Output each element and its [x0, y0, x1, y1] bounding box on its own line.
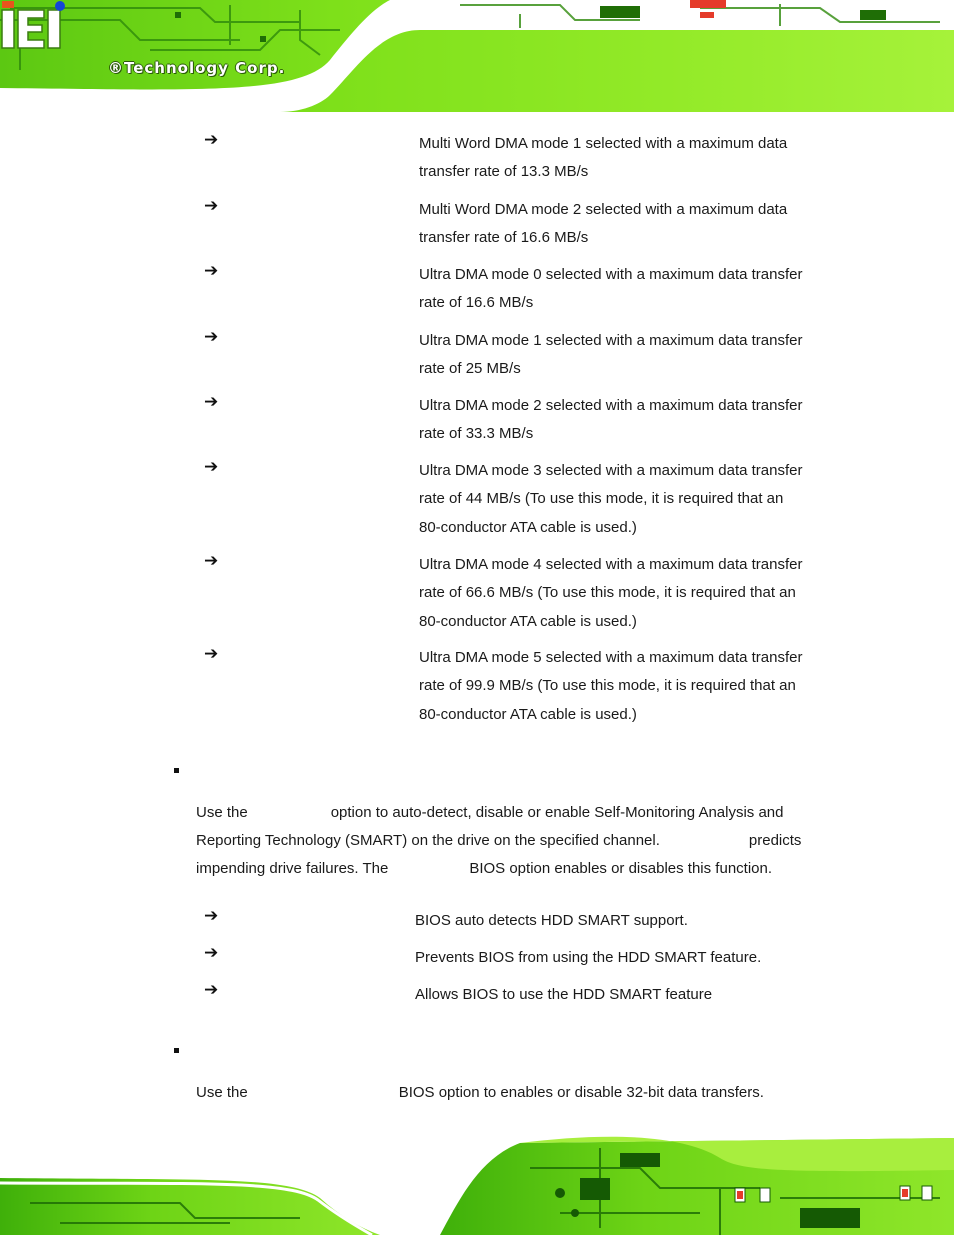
arrow-icon: ➔ — [204, 196, 219, 215]
arrow-icon: ➔ — [204, 644, 219, 663]
description-line: rate of 25 MB/s — [419, 360, 521, 378]
option-description — [419, 196, 833, 253]
description-line: rate of 66.6 MB/s (To use this mode, it is required that an — [419, 584, 796, 602]
arrow-icon: ➔ — [204, 906, 219, 925]
option-description — [419, 327, 833, 384]
arrow-icon: ➔ — [204, 327, 219, 346]
arrow-icon: ➔ — [204, 261, 219, 280]
smart-paragraph-line — [196, 859, 772, 879]
arrow-icon: ➔ — [204, 980, 219, 999]
circuit-board-footer-graphic — [0, 1128, 954, 1235]
option-description — [419, 261, 833, 318]
arrow-icon: ➔ — [204, 392, 219, 411]
text-run: impending drive failures. The — [196, 860, 389, 877]
description-line: Ultra DMA mode 3 selected with a maximum data transfer — [419, 462, 803, 479]
text-run: option to auto-detect, disable or enable Self-Monitoring Analysis and — [330, 804, 784, 821]
text-run: Reporting Technology (SMART) on the drive on the specified channel. — [196, 832, 660, 849]
description-line: 80-conductor ATA cable is used.) — [419, 518, 637, 536]
section-bullet — [174, 1048, 179, 1053]
description-line: 80-conductor ATA cable is used.) — [419, 705, 637, 723]
description-line: Multi Word DMA mode 2 selected with a maximum data — [419, 201, 788, 218]
text-run: predicts — [748, 832, 802, 849]
iei-logo — [0, 0, 68, 50]
option-description — [419, 551, 833, 636]
description-line: rate of 44 MB/s (To use this mode, it is required that an — [419, 490, 784, 508]
option-description — [419, 392, 833, 449]
text-run: Use the — [196, 1084, 248, 1101]
arrow-icon: ➔ — [204, 551, 219, 570]
description-line: Ultra DMA mode 4 selected with a maximum data transfer — [419, 556, 803, 573]
description-line: transfer rate of 16.6 MB/s — [419, 229, 589, 247]
smart-paragraph-line — [196, 831, 801, 851]
description-line: Ultra DMA mode 5 selected with a maximum data transfer — [419, 649, 803, 666]
description-line: rate of 99.9 MB/s (To use this mode, it is required that an — [419, 677, 796, 695]
description-line: Ultra DMA mode 0 selected with a maximum data transfer — [419, 266, 803, 283]
description-line: rate of 33.3 MB/s — [419, 425, 534, 443]
arrow-icon: ➔ — [204, 943, 219, 962]
description-line: transfer rate of 13.3 MB/s — [419, 163, 589, 181]
option-description — [419, 457, 833, 542]
smart-option-description: Prevents BIOS from using the HDD SMART feature. — [415, 949, 762, 966]
smart-option-description: Allows BIOS to use the HDD SMART feature — [415, 986, 713, 1003]
brand-name: ®Technology Corp. — [108, 59, 286, 77]
description-line: Ultra DMA mode 2 selected with a maximum data transfer — [419, 397, 803, 414]
description-line: Multi Word DMA mode 1 selected with a maximum data — [419, 135, 788, 152]
text-run: BIOS option enables or disables this function. — [469, 860, 773, 877]
page-header — [0, 0, 954, 112]
transfer-paragraph — [196, 1083, 764, 1103]
page-footer — [0, 1128, 954, 1235]
smart-option-description: BIOS auto detects HDD SMART support. — [415, 912, 688, 929]
text-run: BIOS option to enables or disable 32-bit data transfers. — [398, 1084, 764, 1101]
arrow-icon: ➔ — [204, 130, 219, 149]
smart-paragraph-line — [196, 803, 784, 823]
option-description — [419, 644, 833, 729]
section-bullet — [174, 768, 179, 773]
arrow-icon: ➔ — [204, 457, 219, 476]
description-line: rate of 16.6 MB/s — [419, 294, 534, 312]
option-description — [419, 130, 833, 187]
description-line: 80-conductor ATA cable is used.) — [419, 612, 637, 630]
text-run: Use the — [196, 804, 248, 821]
circuit-board-header-graphic — [0, 0, 954, 112]
description-line: Ultra DMA mode 1 selected with a maximum data transfer — [419, 332, 803, 349]
